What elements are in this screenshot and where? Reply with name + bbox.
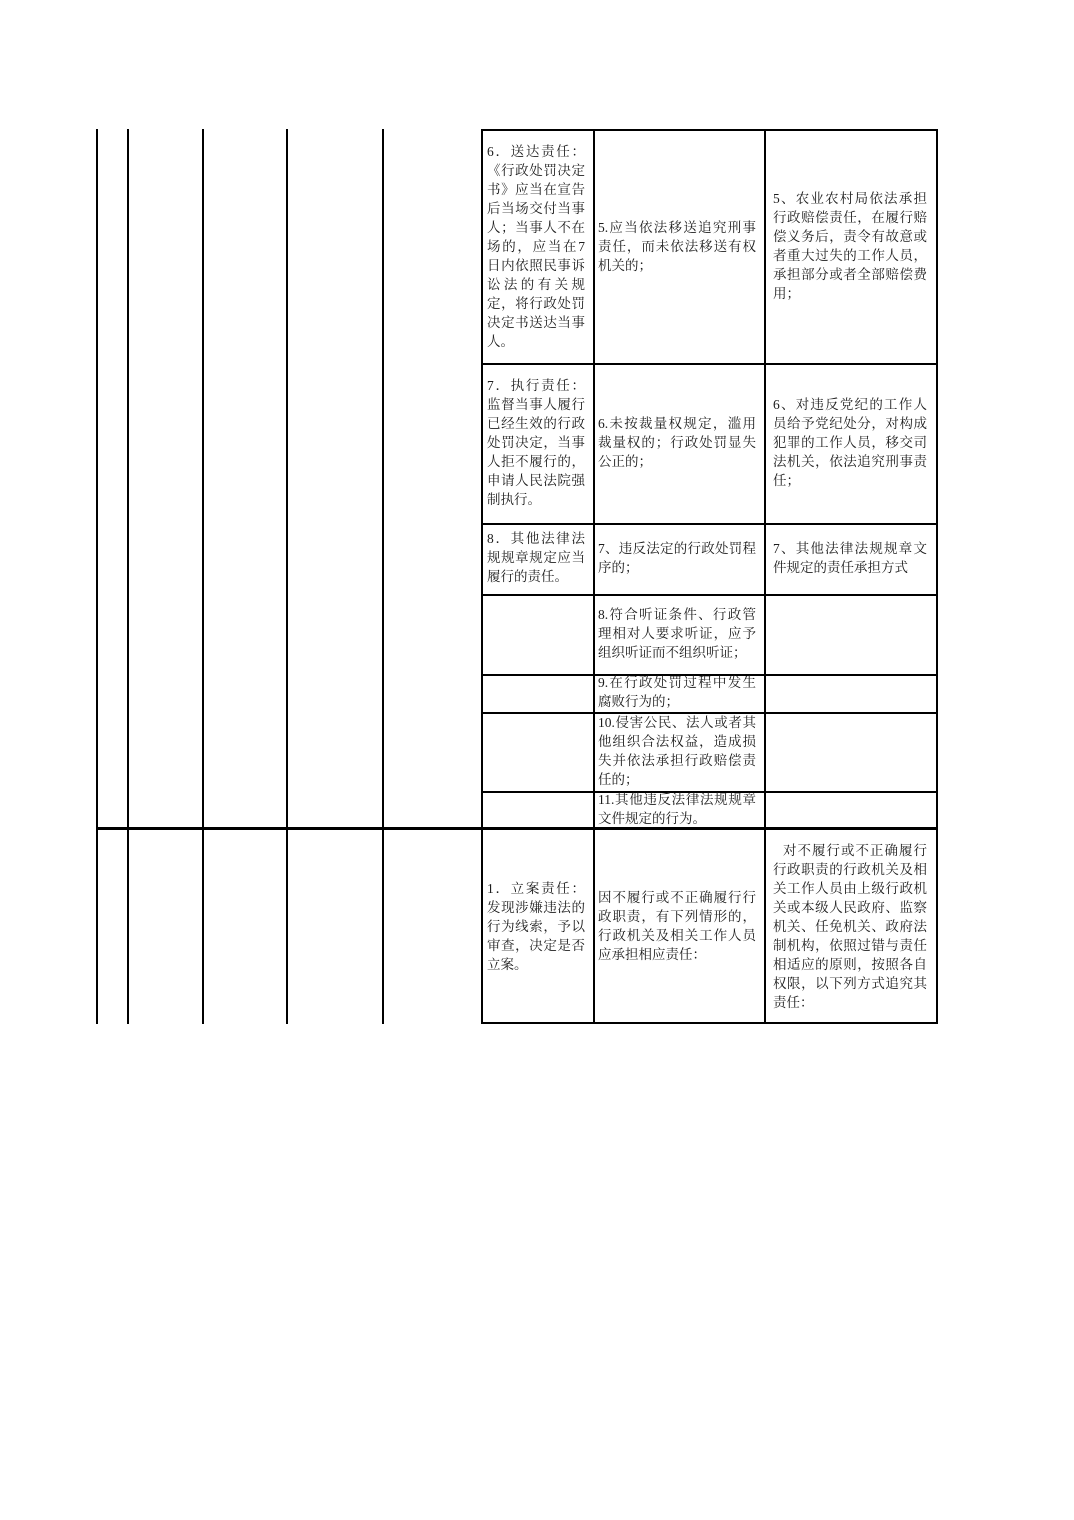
table-cell-liability-6 xyxy=(764,363,936,521)
table-cell-duty-execution xyxy=(483,363,589,521)
table-cell-situation-intro xyxy=(593,830,761,1022)
cell-text: 1．立案责任：发现涉嫌违法的行为线索，予以审查，决定是否立案。 xyxy=(487,880,585,972)
cell-text: 8．其他法律法规规章规定应当履行的责任。 xyxy=(487,531,585,584)
cell-text: 因不履行或不正确履行行政职责，有下列情形的，行政机关及相关工作人员应承担相应责任： xyxy=(598,890,756,962)
table-column-rule-3 xyxy=(202,129,204,1024)
table-cell-duty-delivery xyxy=(483,131,589,361)
table-cell-situation-9 xyxy=(593,674,761,710)
table-cell-situation-8 xyxy=(593,594,761,672)
table-cell-situation-10 xyxy=(593,712,761,789)
cell-text: 11.其他违反法律法规规章文件规定的行为。 xyxy=(598,792,756,826)
cell-text: 6、对违反党纪的工作人员给予党纪处分，对构成犯罪的工作人员，移交司法机关，依法追究刑事责任； xyxy=(773,396,927,488)
table-cell-liability-7 xyxy=(764,523,936,592)
table-cell-situation-6 xyxy=(593,363,761,521)
cell-text: 6.未按裁量权规定，滥用裁量权的；行政处罚显失公正的； xyxy=(598,415,756,469)
table-column-rule-4 xyxy=(286,129,288,1024)
cell-text: 7．执行责任：监督当事人履行已经生效的行政处罚决定，当事人拒不履行的，申请人民法院强制执行。 xyxy=(487,377,585,507)
table-column-rule-2 xyxy=(127,129,129,1024)
table-cell-situation-11 xyxy=(593,791,761,827)
cell-text: 9.在行政处罚过程中发生腐败行为的； xyxy=(598,675,756,709)
table-cell-liability-5 xyxy=(764,131,936,361)
cell-text: 7、违反法定的行政处罚程序的； xyxy=(598,540,756,575)
cell-text: 10.侵害公民、法人或者其他组织合法权益，造成损失并依法承担行政赔偿责任的； xyxy=(598,714,756,787)
table-column-rule-1 xyxy=(96,129,98,1024)
table-cell-duty-other xyxy=(483,523,589,592)
table-cell-liability-intro xyxy=(764,830,936,1022)
table-column-rule-5 xyxy=(382,129,384,1024)
cell-text: 5、农业农村局依法承担行政赔偿责任，在履行赔偿义务后，责令有故意或者重大过失的工作人员，承担部分或者全部赔偿费用； xyxy=(773,191,927,301)
table-cell-situation-7 xyxy=(593,523,761,592)
cell-text: 8.符合听证条件、行政管理相对人要求听证，应予组织听证而不组织听证； xyxy=(598,606,756,660)
cell-text: 对不履行或不正确履行行政职责的行政机关及相关工作人员由上级行政机关或本级人民政府、监察机关、任免机关、政府法制机构，依照过错与责任相适应的原则，按照各自权限，以下列方式追究其责任： xyxy=(773,842,927,1010)
cell-text: 6．送达责任：《行政处罚决定书》应当在宣告后当场交付当事人；当事人不在场的，应当在7日内依照民事诉讼法的有关规定，将行政处罚决定书送达当事人。 xyxy=(487,143,585,349)
table-cell-duty-filing xyxy=(483,830,589,1022)
table-cell-situation-5 xyxy=(593,131,761,361)
cell-text: 5.应当依法移送追究刑事责任，而未依法移送有权机关的； xyxy=(598,219,756,273)
cell-text: 7、其他法律法规规章文件规定的责任承担方式 xyxy=(773,540,927,575)
